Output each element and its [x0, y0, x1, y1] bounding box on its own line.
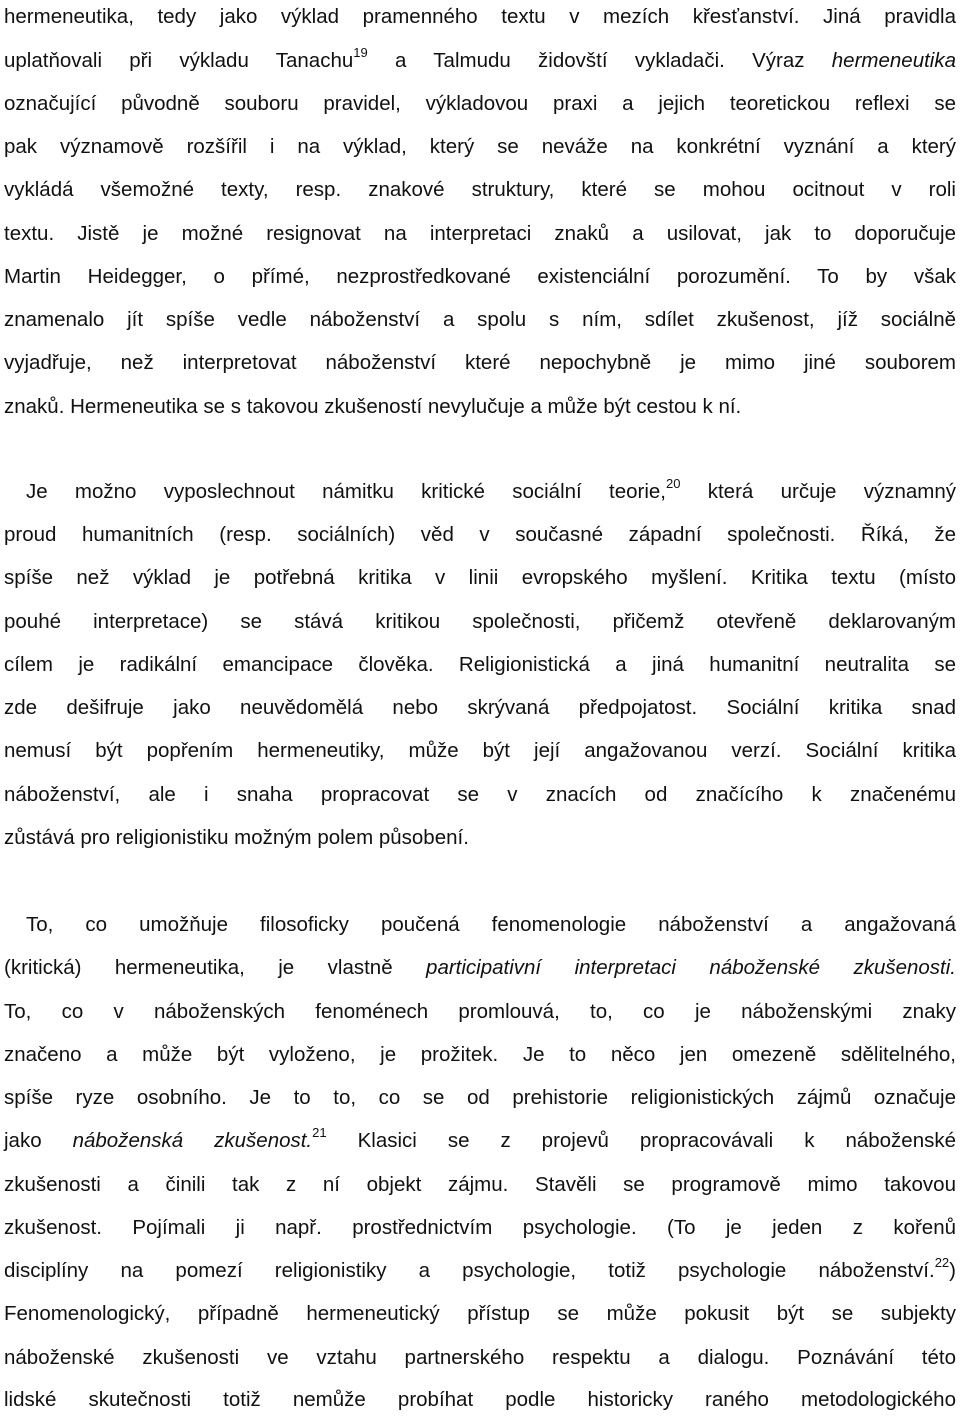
- italic-text: náboženská zkušenost.: [72, 1129, 313, 1152]
- text-run: zůstává pro religionistiku možným polem působení.: [4, 826, 469, 849]
- text-line: [4, 736, 956, 766]
- text-line: [4, 997, 956, 1027]
- text-line: [4, 1083, 956, 1113]
- footnote-ref[interactable]: 19: [353, 45, 368, 61]
- text-line: [4, 693, 956, 723]
- text-run: značeno a může být vyloženo, je prožitek. Je to něco jen omezeně sdělitelného,: [4, 1043, 956, 1066]
- italic-text: participativní interpretaci náboženské zkušenosti.: [426, 956, 956, 979]
- text-run: uplatňovali při výkladu Tanachu: [4, 49, 354, 72]
- text-line: [4, 348, 956, 378]
- text-line: [4, 175, 956, 205]
- text-run: lidské skutečnosti totiž nemůže probíhat podle historicky raného metodologického: [4, 1388, 956, 1411]
- italic-text: hermeneutika: [831, 49, 956, 72]
- text-run: (kritická) hermeneutika, je vlastně: [4, 956, 427, 979]
- text-run: Martin Heidegger, o přímé, nezprostředkované existenciální porozumění. To by však: [4, 265, 956, 288]
- text-run: ): [949, 1259, 956, 1282]
- text-run: jako: [4, 1129, 73, 1152]
- footnote-ref[interactable]: 20: [665, 476, 681, 492]
- text-run: vykládá všemožné texty, resp. znakové struktury, které se mohou ocitnout v roli: [4, 178, 956, 201]
- text-run: zkušenosti a činili tak z ní objekt zájmu. Stavěli se programově mimo takovou: [4, 1173, 956, 1196]
- footnote-ref[interactable]: 22: [934, 1255, 950, 1271]
- text-line: [4, 953, 956, 983]
- text-run: proud humanitních (resp. sociálních) věd v současné západní společnosti. Říká, že: [4, 523, 956, 546]
- text-run: náboženství, ale i snaha propracovat se v znacích od značícího k značenému: [4, 783, 956, 806]
- text-line: [26, 477, 956, 507]
- text-line: [4, 823, 956, 853]
- text-line: [4, 2, 956, 32]
- text-line: [4, 262, 956, 292]
- footnote-ref[interactable]: 21: [312, 1125, 327, 1141]
- text-line: [4, 1343, 956, 1373]
- text-run: hermeneutika, tedy jako výklad pramenného textu v mezích křesťanství. Jiná pravidla: [4, 5, 956, 28]
- text-line: [4, 46, 956, 76]
- text-line: [4, 1126, 956, 1156]
- text-run: zkušenost. Pojímali ji např. prostřednictvím psychologie. (To je jeden z kořenů: [4, 1216, 956, 1239]
- text-line: [4, 219, 956, 249]
- text-line: [4, 1385, 956, 1415]
- text-run: nemusí být popřením hermeneutiky, může být její angažovanou verzí. Sociální kritika: [4, 739, 956, 762]
- text-run: spíše ryze osobního. Je to to, co se od prehistorie religionistických zájmů označuje: [4, 1086, 956, 1109]
- text-run: Je možno vyposlechnout námitku kritické sociální teorie,: [26, 480, 666, 503]
- text-run: znamenalo jít spíše vedle náboženství a spolu s ním, sdílet zkušenost, jíž sociálně: [4, 308, 956, 331]
- text-line: [4, 780, 956, 810]
- text-run: textu. Jistě je možné resignovat na interpretaci znaků a usilovat, jak to doporučuje: [4, 222, 956, 245]
- text-run: znaků. Hermeneutika se s takovou zkušeností nevylučuje a může být cestou k ní.: [4, 395, 742, 418]
- text-line: [4, 1256, 956, 1286]
- text-run: To, co umožňuje filosoficky poučená fenomenologie náboženství a angažovaná: [26, 913, 956, 936]
- text-run: disciplíny na pomezí religionistiky a psychologie, totiž psychologie náboženství.: [4, 1259, 935, 1282]
- text-line: [4, 305, 956, 335]
- text-line: [4, 1299, 956, 1329]
- text-line: [4, 132, 956, 162]
- text-run: zde dešifruje jako neuvědomělá nebo skrývaná předpojatost. Sociální kritika snad: [4, 696, 956, 719]
- text-run: Klasici se z projevů propracovávali k náboženské: [326, 1129, 956, 1152]
- text-run: označující původně souboru pravidel, výkladovou praxi a jejich teoretickou reflexi se: [4, 92, 956, 115]
- text-line: [4, 650, 956, 680]
- text-run: a Talmudu židovští vykladači. Výraz: [367, 49, 832, 72]
- text-run: náboženské zkušenosti ve vztahu partnerského respektu a dialogu. Poznávání této: [4, 1346, 956, 1369]
- text-line: [4, 607, 956, 637]
- text-run: cílem je radikální emancipace člověka. Religionistická a jiná humanitní neutralita se: [4, 653, 956, 676]
- text-run: která určuje významný: [680, 480, 956, 503]
- text-line: [4, 1040, 956, 1070]
- text-line: [4, 89, 956, 119]
- text-run: spíše než výklad je potřebná kritika v linii evropského myšlení. Kritika textu (místo: [4, 566, 956, 589]
- text-line: [4, 392, 956, 422]
- text-line: [4, 563, 956, 593]
- text-line: [4, 1170, 956, 1200]
- text-line: [4, 520, 956, 550]
- text-run: To, co v náboženských fenoménech promlouvá, to, co je náboženskými znaky: [4, 1000, 956, 1023]
- text-run: pouhé interpretace) se stává kritikou společnosti, přičemž otevřeně deklarovaným: [4, 610, 956, 633]
- text-run: Fenomenologický, případně hermeneutický přístup se může pokusit být se subjekty: [4, 1302, 956, 1325]
- text-run: pak významově rozšířil i na výklad, který se neváže na konkrétní vyznání a který: [4, 135, 956, 158]
- text-line: [26, 910, 956, 940]
- text-line: [4, 1213, 956, 1243]
- text-run: vyjadřuje, než interpretovat náboženství které nepochybně je mimo jiné souborem: [4, 351, 956, 374]
